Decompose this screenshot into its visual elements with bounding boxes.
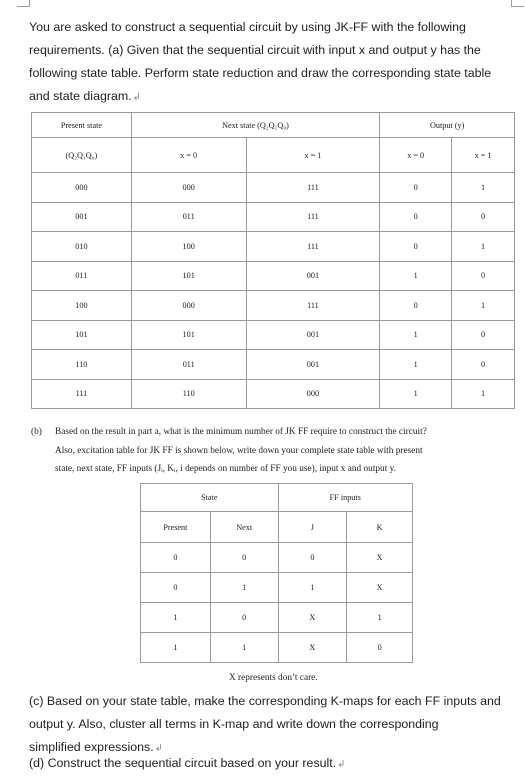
- next-state-x0-cell: 000: [131, 173, 246, 203]
- present-cell: 0: [141, 543, 211, 573]
- next-header: Next: [210, 512, 278, 543]
- output-x0-cell: 0: [380, 291, 452, 321]
- output-x0-cell: 1: [380, 379, 452, 409]
- table-row: [32, 291, 515, 321]
- part-d-question: [29, 752, 521, 776]
- next-cell: 0: [210, 603, 278, 633]
- table-row: [32, 320, 515, 350]
- next-state-x0-cell: 011: [131, 350, 246, 380]
- j-cell: 0: [278, 543, 347, 573]
- present-state-cell: 100: [32, 291, 132, 321]
- paragraph-mark-icon: ↲: [337, 759, 346, 770]
- part-b-label: (b): [31, 427, 42, 437]
- j-cell: X: [278, 603, 347, 633]
- j-header: J: [278, 512, 347, 543]
- output-x0-cell: 1: [380, 320, 452, 350]
- output-x0-header: x = 0: [380, 138, 452, 173]
- next-state-x0-cell: 101: [131, 261, 246, 291]
- output-x0-cell: 0: [380, 173, 452, 203]
- present-state-cell: 111: [32, 379, 132, 409]
- next-state-x1-cell: 001: [246, 320, 380, 350]
- part-c-question: [29, 690, 521, 760]
- part-d-line: (d) Construct the sequential circuit based on your result.: [29, 756, 337, 770]
- k-header: K: [347, 512, 413, 543]
- table-row: [32, 261, 515, 291]
- state-header: State: [141, 484, 279, 512]
- k-cell: 0: [347, 633, 413, 663]
- next-state-x1-cell: 111: [246, 173, 380, 203]
- j-cell: 1: [278, 573, 347, 603]
- present-state-cell: 011: [32, 261, 132, 291]
- part-b-line: Based on the result in part a, what is the minimum number of JK FF require to construct the circuit?: [55, 427, 427, 437]
- page-corner-right-mark: [511, 0, 524, 7]
- output-x1-cell: 1: [452, 173, 515, 203]
- table-row: [141, 543, 413, 573]
- present-state-subheader: (Q₂Q₁Q₀): [32, 138, 132, 173]
- next-state-x1-cell: 001: [246, 261, 380, 291]
- next-state-x1-cell: 111: [246, 202, 380, 232]
- part-c-line: output y. Also, cluster all terms in K-map and write down the corresponding: [29, 717, 439, 731]
- k-cell: X: [347, 543, 413, 573]
- next-state-x1-cell: 111: [246, 291, 380, 321]
- present-state-cell: 110: [32, 350, 132, 380]
- table-row: [141, 603, 413, 633]
- present-state-cell: 000: [32, 173, 132, 203]
- present-state-header: Present state: [32, 113, 132, 138]
- intro-line: You are asked to construct a sequential circuit by using JK-FF with the following: [29, 20, 466, 34]
- part-b-line: Also, excitation table for JK FF is shown below, write down your complete state table with present: [55, 445, 423, 456]
- table-row: [32, 379, 515, 409]
- output-x0-cell: 0: [380, 232, 452, 262]
- output-x1-cell: 1: [452, 232, 515, 262]
- ff-inputs-header: FF inputs: [278, 484, 412, 512]
- output-x1-cell: 1: [452, 379, 515, 409]
- present-cell: 1: [141, 633, 211, 663]
- intro-paragraph: [29, 16, 521, 109]
- table-row: [141, 633, 413, 663]
- state-table: [31, 112, 515, 409]
- intro-line: requirements. (a) Given that the sequential circuit with input x and output y has the: [29, 43, 481, 57]
- next-state-x1-cell: 000: [246, 379, 380, 409]
- next-state-x0-cell: 100: [131, 232, 246, 262]
- part-c-line: (c) Based on your state table, make the corresponding K-maps for each FF inputs and: [29, 694, 501, 708]
- dont-care-note: X represents don’t care.: [229, 673, 318, 683]
- output-header: Output (y): [380, 113, 515, 138]
- page-corner-left-mark: [17, 0, 30, 7]
- next-state-x0-cell: 110: [131, 379, 246, 409]
- output-x0-cell: 1: [380, 350, 452, 380]
- next-state-x1-cell: 001: [246, 350, 380, 380]
- next-cell: 0: [210, 543, 278, 573]
- table-row: [32, 202, 515, 232]
- paragraph-mark-icon: ↲: [154, 743, 164, 754]
- j-cell: X: [278, 633, 347, 663]
- output-x1-cell: 0: [452, 261, 515, 291]
- jk-excitation-table: [140, 483, 413, 663]
- next-state-header: Next state (Q₂Q₁Q₀): [131, 113, 379, 138]
- part-c-line: simplified expressions.↲: [29, 740, 164, 754]
- present-state-cell: 101: [32, 320, 132, 350]
- output-x1-cell: 1: [452, 291, 515, 321]
- output-x1-cell: 0: [452, 202, 515, 232]
- next-state-x0-header: x = 0: [131, 138, 246, 173]
- next-state-x0-cell: 000: [131, 291, 246, 321]
- intro-line: following state table. Perform state reduction and draw the corresponding state table: [29, 66, 492, 80]
- table-row: [32, 350, 515, 380]
- present-cell: 0: [141, 573, 211, 603]
- present-header: Present: [141, 512, 211, 543]
- next-state-x0-cell: 101: [131, 320, 246, 350]
- next-cell: 1: [210, 573, 278, 603]
- present-cell: 1: [141, 603, 211, 633]
- next-cell: 1: [210, 633, 278, 663]
- output-x1-header: x = 1: [452, 138, 515, 173]
- output-x1-cell: 0: [452, 350, 515, 380]
- output-x0-cell: 0: [380, 202, 452, 232]
- output-x1-cell: 0: [452, 320, 515, 350]
- next-state-x1-cell: 111: [246, 232, 380, 262]
- next-state-x1-header: x = 1: [246, 138, 380, 173]
- present-state-cell: 010: [32, 232, 132, 262]
- paragraph-mark-icon: ↲: [132, 92, 142, 103]
- table-row: [32, 232, 515, 262]
- part-b-question: [31, 423, 521, 479]
- present-state-cell: 001: [32, 202, 132, 232]
- part-b-line: state, next state, FF inputs (Jᵢ, Kᵢ, i depends on number of FF you use), input x and output y.: [55, 464, 396, 474]
- output-x0-cell: 1: [380, 261, 452, 291]
- next-state-x0-cell: 011: [131, 202, 246, 232]
- k-cell: X: [347, 573, 413, 603]
- table-row: [141, 573, 413, 603]
- intro-line: and state diagram.↲: [29, 89, 142, 103]
- k-cell: 1: [347, 603, 413, 633]
- table-row: [32, 173, 515, 203]
